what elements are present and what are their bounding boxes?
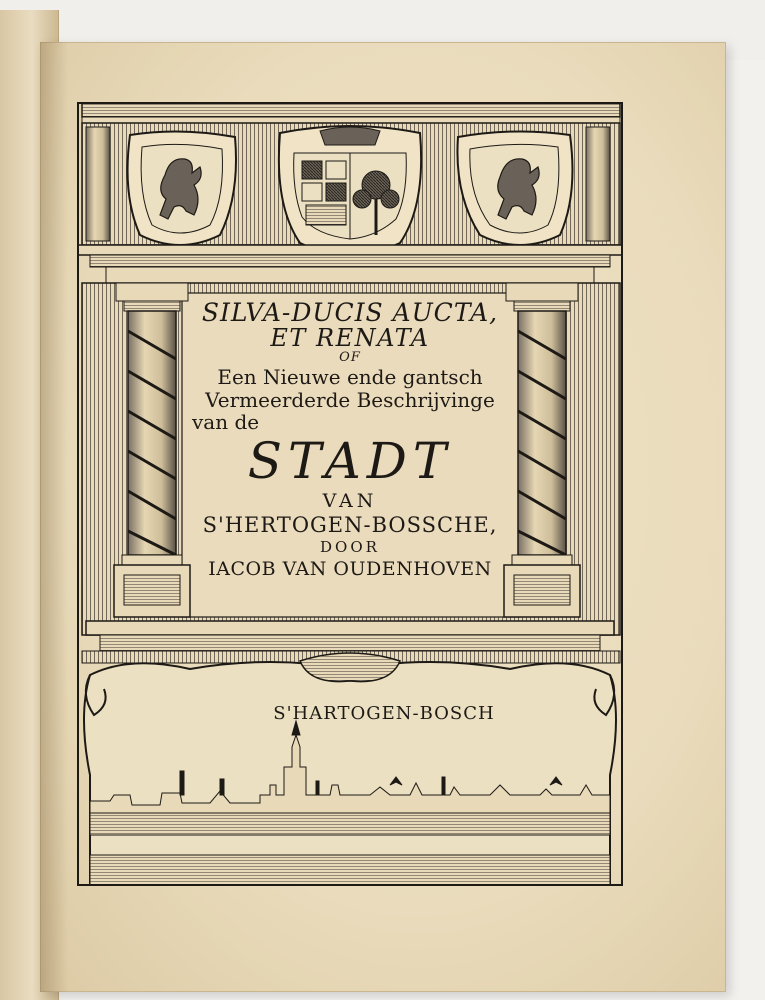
lion-crest-right-icon bbox=[457, 131, 572, 245]
top-cornice bbox=[82, 103, 620, 123]
title-line-van: VAN bbox=[322, 490, 378, 512]
city-view-title: S'HARTOGEN-BOSCH bbox=[273, 703, 495, 724]
imperial-crest-center-icon bbox=[279, 126, 421, 255]
lion-crest-left-icon bbox=[128, 131, 236, 245]
title-line-et-renata: ET RENATA bbox=[270, 324, 430, 352]
title-line-of: OF bbox=[339, 350, 361, 365]
title-line-van-de: van de bbox=[192, 410, 260, 434]
book-gutter-shadow bbox=[40, 42, 68, 992]
title-text-block bbox=[184, 300, 516, 620]
title-line-door: DOOR bbox=[320, 538, 380, 556]
title-line-silva-ducis: SILVA-DUCIS AUCTA, bbox=[201, 298, 499, 327]
title-line-vermeerderde: Vermeerderde Beschrijvinge bbox=[205, 388, 495, 412]
title-line-shertogen-bossche: S'HERTOGEN-BOSSCHE, bbox=[202, 513, 498, 537]
author-name: IACOB VAN OUDENHOVEN bbox=[208, 558, 492, 580]
city-view-cartouche bbox=[84, 653, 616, 885]
title-line-een-nieuwe: Een Nieuwe ende gantsch bbox=[217, 365, 483, 389]
middle-cornice bbox=[78, 245, 622, 283]
title-line-stadt: STADT bbox=[247, 432, 453, 490]
